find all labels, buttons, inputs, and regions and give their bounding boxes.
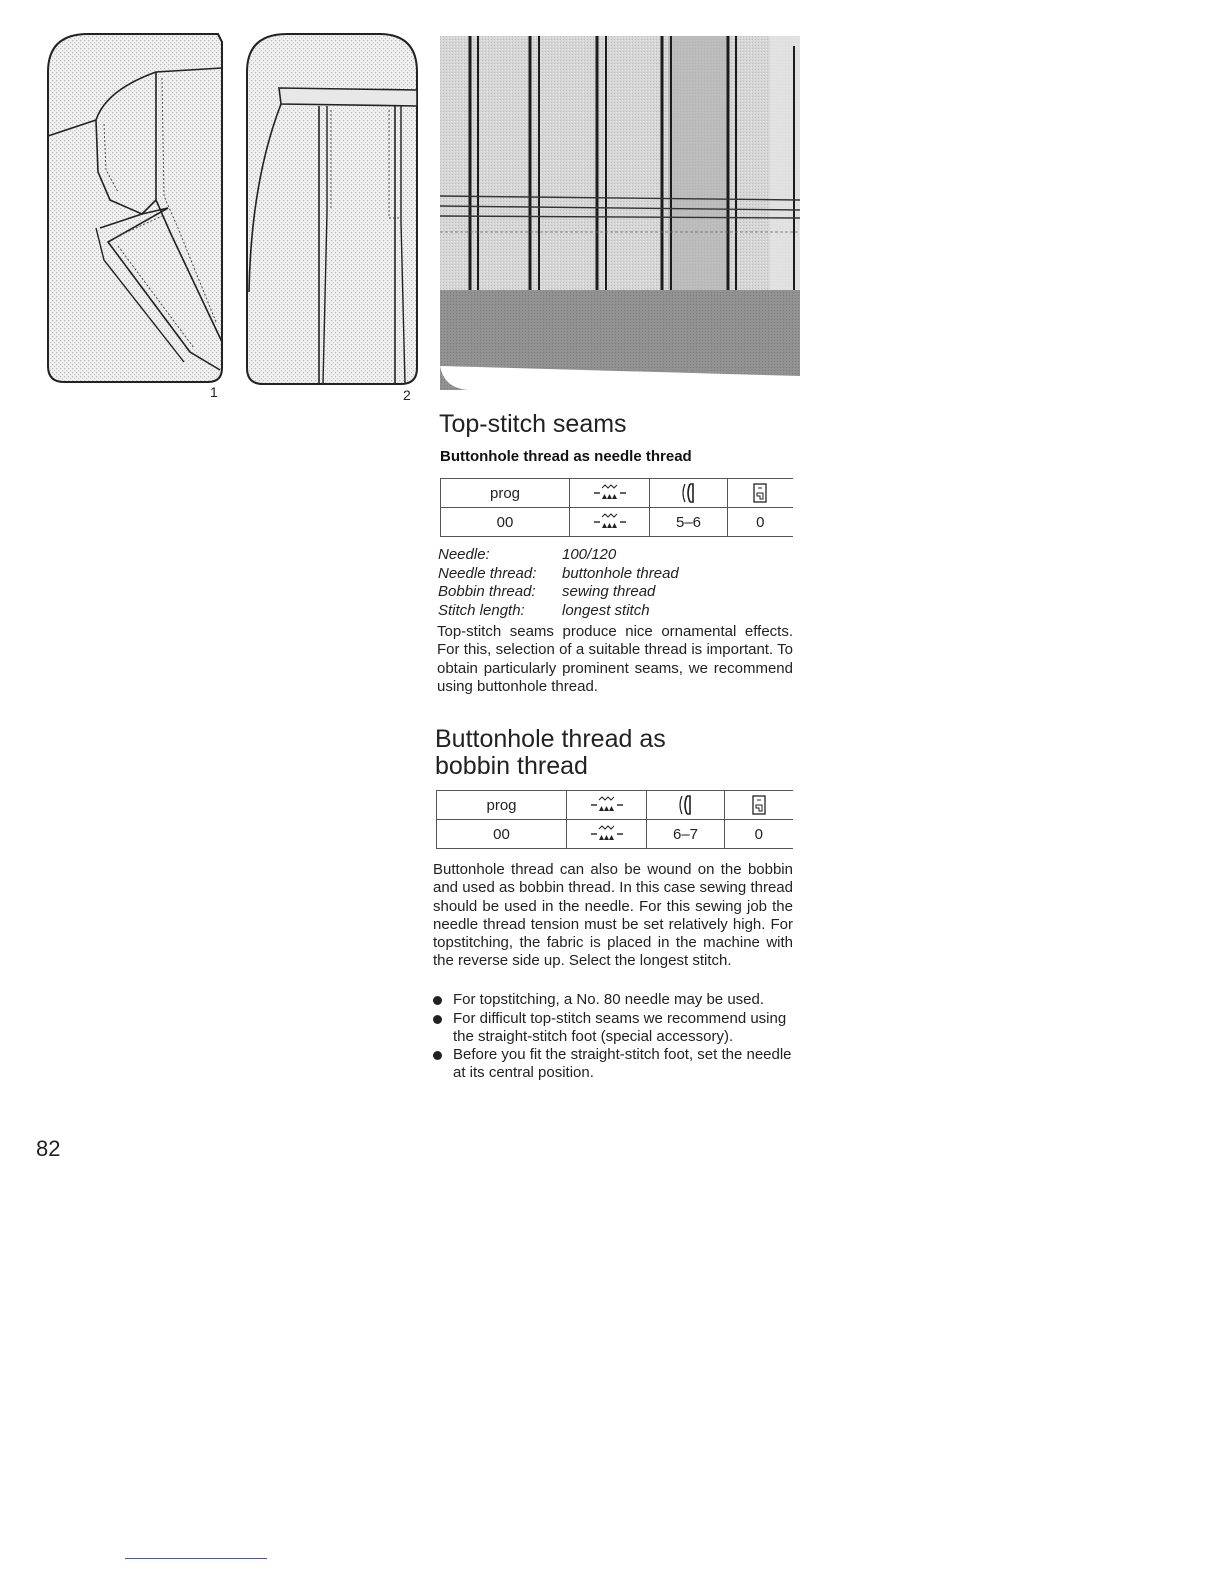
section-subhead-needle-thread: Buttonhole thread as needle thread bbox=[440, 448, 692, 465]
bobbin-paragraph: Buttonhole thread can also be wound on the bobbin and used as bobbin thread. In this case sewing thread should be used in the needle. For this sewing job the needle thread tension must be set relatively high. For topstitching, the fabric is placed in the machine with the reverse side up. Select the longest stitch. bbox=[433, 861, 793, 970]
bullet-dot-icon bbox=[433, 1051, 442, 1060]
stitch-pattern-icon bbox=[567, 791, 647, 820]
section-title-line1: Buttonhole thread as bbox=[435, 725, 666, 753]
presser-foot-value: 0 bbox=[725, 820, 793, 849]
stitch-pattern-icon bbox=[570, 479, 650, 508]
bullet-dot-icon bbox=[433, 996, 442, 1005]
spec-needle-thread: Needle thread: buttonhole thread bbox=[438, 564, 679, 582]
presser-foot-value: 0 bbox=[728, 508, 793, 537]
figure-collar-illustration bbox=[44, 32, 224, 384]
section-title-line2: bobbin thread bbox=[435, 752, 588, 780]
presser-foot-icon bbox=[725, 791, 793, 820]
stitch-length-icon bbox=[650, 479, 728, 508]
spec-stitch-length: Stitch length: longest stitch bbox=[438, 601, 650, 619]
figure-number-2: 2 bbox=[403, 387, 411, 403]
section-title-bobbin bbox=[435, 726, 666, 780]
tip-item: Before you fit the straight-stitch foot, set the needle at its central position. bbox=[433, 1046, 793, 1082]
topstitch-paragraph: Top-stitch seams produce nice ornamental effects. For this, selection of a suitable thread is important. To obtain particularly prominent seams, we recommend using buttonhole thread. bbox=[437, 623, 793, 695]
settings-value-row bbox=[437, 820, 793, 849]
stitch-pattern-icon bbox=[567, 820, 647, 849]
bullet-dot-icon bbox=[433, 1015, 442, 1024]
stitch-pattern-icon bbox=[570, 508, 650, 537]
tips-list bbox=[433, 991, 793, 1083]
tip-item: For difficult top-stitch seams we recommend using the straight-stitch foot (special accessory). bbox=[433, 1010, 793, 1046]
settings-header-row bbox=[437, 791, 793, 820]
stitch-length-value: 5–6 bbox=[650, 508, 728, 537]
settings-table-1 bbox=[440, 478, 793, 537]
stitch-length-icon bbox=[647, 791, 725, 820]
spec-bobbin-thread: Bobbin thread: sewing thread bbox=[438, 583, 656, 600]
presser-foot-icon bbox=[728, 479, 793, 508]
prog-value: 00 bbox=[437, 820, 567, 849]
footer-rule bbox=[125, 1558, 267, 1559]
figure-trouser-illustration bbox=[243, 32, 419, 386]
tip-item: For topstitching, a No. 80 needle may be used. bbox=[433, 991, 793, 1009]
figure-number-1: 1 bbox=[210, 384, 218, 400]
spec-needle: Needle: 100/120 bbox=[438, 546, 617, 563]
settings-table-2 bbox=[436, 790, 793, 849]
settings-value-row bbox=[441, 508, 793, 537]
section-title-topstitch: Top-stitch seams bbox=[439, 410, 627, 438]
prog-header: prog bbox=[441, 479, 570, 508]
stitch-length-value: 6–7 bbox=[647, 820, 725, 849]
settings-header-row bbox=[441, 479, 793, 508]
page-number: 82 bbox=[36, 1136, 61, 1161]
topstitch-fabric-photo bbox=[440, 36, 802, 392]
prog-header: prog bbox=[437, 791, 567, 820]
spec-list bbox=[438, 546, 679, 620]
prog-value: 00 bbox=[441, 508, 570, 537]
